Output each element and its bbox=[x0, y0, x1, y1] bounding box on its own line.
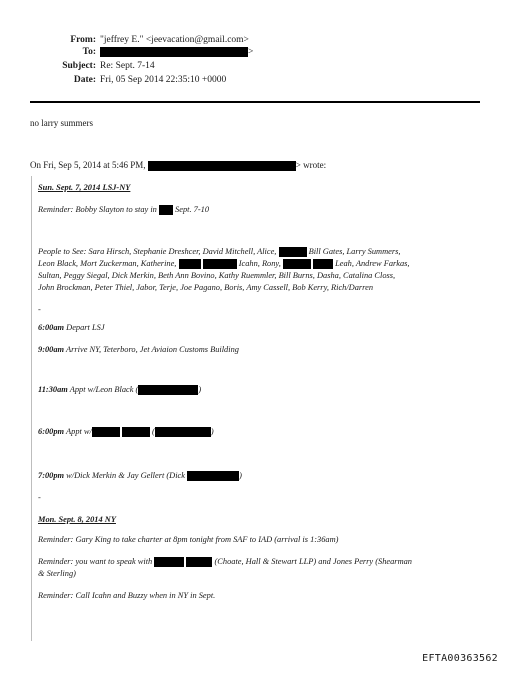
redaction-box bbox=[159, 205, 173, 215]
schedule-text: w/Dick Merkin & Jay Gellert (Dick bbox=[66, 471, 185, 480]
schedule-text-end: ) bbox=[210, 427, 214, 436]
to-suffix: > bbox=[248, 47, 254, 57]
people-label: People to See: bbox=[38, 247, 87, 256]
schedule-text-end: ) bbox=[239, 471, 242, 480]
people-line-3: Sultan, Peggy Siegal, Dick Merkin, Beth Ann Bovino, Kathy Ruemmler, Bill Burns, Dasha, Catalina Closs, bbox=[38, 271, 396, 280]
day1-heading: Sun. Sept. 7, 2014 LSJ-NY bbox=[38, 183, 131, 192]
subject-value: Re: Sept. 7-14 bbox=[100, 61, 155, 71]
redaction-box bbox=[100, 47, 248, 57]
people-line-1a: Sara Hirsch, Stephanie Dreshcer, David Mitchell, Alice, bbox=[88, 247, 277, 256]
to-label: To: bbox=[82, 47, 96, 57]
schedule-text-end: ) bbox=[198, 385, 202, 394]
redaction-box bbox=[203, 259, 237, 269]
redaction-box bbox=[92, 427, 120, 437]
quote-intro-suffix: > wrote: bbox=[295, 160, 327, 170]
people-line-1 bbox=[38, 246, 401, 257]
redaction-box bbox=[179, 259, 201, 269]
dash-separator: - bbox=[38, 305, 41, 314]
schedule-text: Arrive NY, Teterboro, Jet Aviaion Customs Building bbox=[66, 345, 239, 354]
to-row bbox=[20, 46, 253, 58]
time-label: 11:30am bbox=[38, 385, 68, 394]
redaction-box bbox=[155, 427, 211, 437]
schedule-text: Depart LSJ bbox=[66, 323, 105, 332]
header-divider bbox=[30, 101, 480, 103]
redaction-box bbox=[138, 385, 198, 395]
redaction-box bbox=[186, 557, 212, 567]
reminder-2: Reminder: Gary King to take charter at 8pm tonight from SAF to IAD (arrival is 1:36am) bbox=[38, 535, 339, 544]
reminder-1-prefix: Reminder: Bobby Slayton to stay in bbox=[38, 205, 157, 214]
date-value: Fri, 05 Sep 2014 22:35:10 +0000 bbox=[100, 75, 227, 85]
subject-label: Subject: bbox=[62, 61, 96, 71]
people-line-2a: Leon Black, Mort Zuckerman, Katherine, bbox=[38, 259, 177, 268]
people-line-1b: Bill Gates, Larry Summers, bbox=[308, 247, 401, 256]
redaction-box bbox=[154, 557, 184, 567]
reminder-4: Reminder: Call Icahn and Buzzy when in NY in Sept. bbox=[38, 591, 216, 600]
from-value[interactable]: "jeffrey E." <jeevacation@gmail.com> bbox=[100, 35, 249, 45]
date-row bbox=[20, 74, 226, 86]
quote-intro bbox=[30, 160, 326, 171]
schedule-text: Appt w/Leon Black ( bbox=[69, 385, 139, 394]
reminder-3-prefix: Reminder: you want to speak with bbox=[38, 557, 153, 566]
from-row bbox=[20, 34, 249, 46]
time-label: 6:00pm bbox=[38, 427, 65, 436]
reminder-1 bbox=[38, 204, 209, 215]
day2-heading: Mon. Sept. 8, 2014 NY bbox=[38, 515, 116, 524]
schedule-item-3 bbox=[38, 384, 201, 395]
reminder-3 bbox=[38, 556, 412, 567]
redaction-box bbox=[283, 259, 311, 269]
people-line-2b: Icahn, Rony, bbox=[238, 259, 281, 268]
redaction-box bbox=[122, 427, 150, 437]
quote-intro-prefix: On Fri, Sep 5, 2014 at 5:46 PM, bbox=[30, 160, 146, 170]
schedule-item-5 bbox=[38, 470, 242, 481]
time-label: 9:00am bbox=[38, 345, 65, 354]
schedule-item-4 bbox=[38, 426, 214, 437]
schedule-item-2 bbox=[38, 344, 239, 355]
people-line-2c: Leah, Andrew Farkas, bbox=[335, 259, 410, 268]
reply-text: no larry summers bbox=[30, 118, 93, 128]
dash-separator: - bbox=[38, 493, 41, 502]
people-line-4: John Brockman, Peter Thiel, Jabor, Terje, Joe Pagano, Boris, Amy Cassell, Bob Kerry, Rich/Darren bbox=[38, 283, 374, 292]
schedule-item-1 bbox=[38, 322, 105, 333]
schedule-text: Appt w/ bbox=[66, 427, 92, 436]
reminder-1-suffix: Sept. 7-10 bbox=[175, 205, 210, 214]
people-line-2 bbox=[38, 258, 410, 269]
time-label: 6:00am bbox=[38, 323, 65, 332]
reminder-3-line-2: & Sterling) bbox=[38, 569, 76, 578]
schedule-text: ( bbox=[152, 427, 155, 436]
date-label: Date: bbox=[73, 75, 96, 85]
subject-row bbox=[20, 60, 155, 72]
redaction-box bbox=[279, 247, 307, 257]
from-label: From: bbox=[70, 35, 96, 45]
quoted-message bbox=[31, 176, 482, 641]
redaction-box bbox=[148, 161, 296, 171]
redaction-box bbox=[313, 259, 333, 269]
redaction-box bbox=[187, 471, 239, 481]
reminder-3-suffix: (Choate, Hall & Stewart LLP) and Jones Perry (Shearman bbox=[214, 557, 412, 566]
bates-number: EFTA00363562 bbox=[422, 653, 498, 664]
time-label: 7:00pm bbox=[38, 471, 65, 480]
